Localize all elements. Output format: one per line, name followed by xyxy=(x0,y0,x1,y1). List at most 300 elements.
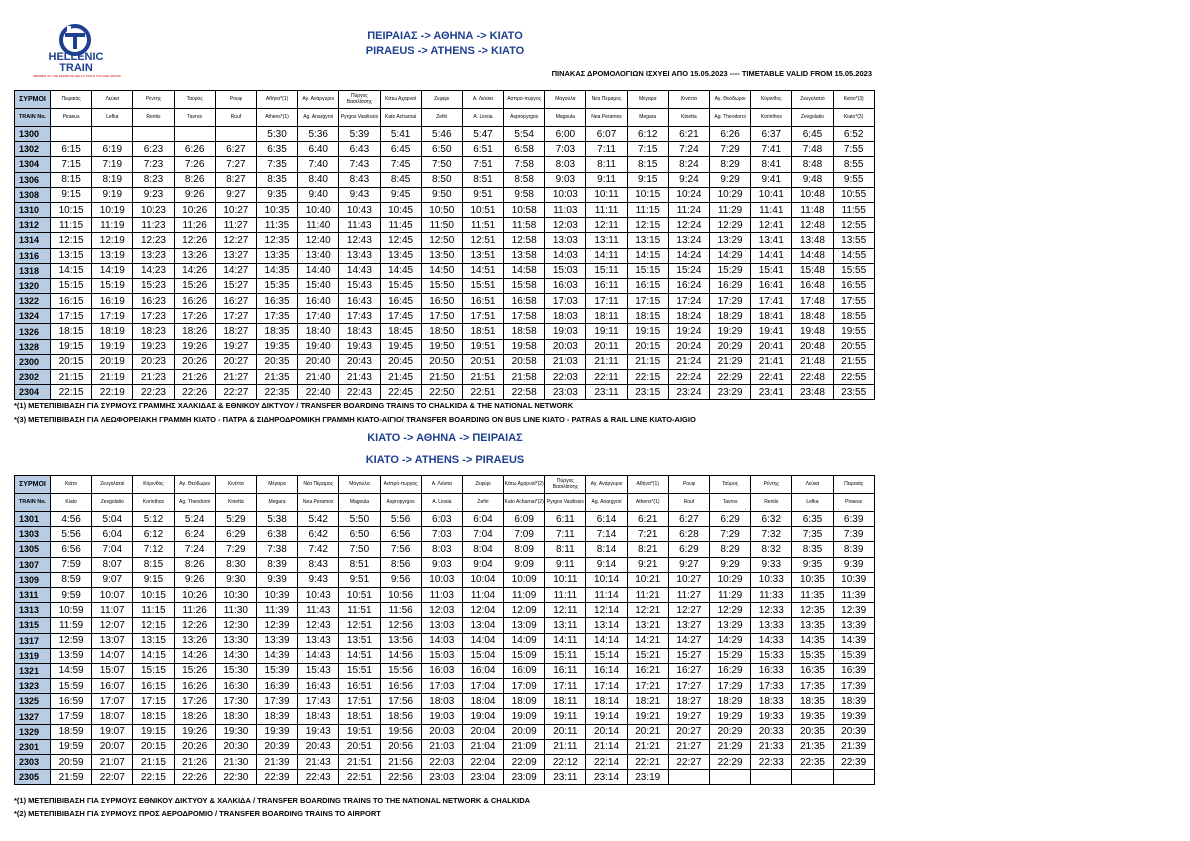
departure-time: 19:40 xyxy=(298,339,339,354)
departure-time: 17:23 xyxy=(133,309,174,324)
departure-time: 22:27 xyxy=(668,755,709,770)
departure-time: 15:51 xyxy=(339,663,380,678)
departure-time: 20:55 xyxy=(833,339,874,354)
departure-time: 18:43 xyxy=(339,324,380,339)
departure-time: 9:03 xyxy=(421,557,462,572)
departure-time: 8:39 xyxy=(833,542,874,557)
departure-time: 18:15 xyxy=(51,324,92,339)
table-row xyxy=(15,385,875,400)
station-name-english: Ag. Theodoroi xyxy=(710,109,751,127)
departure-time: 7:43 xyxy=(339,157,380,172)
departure-time: 21:35 xyxy=(256,370,297,385)
departure-time xyxy=(792,770,833,785)
departure-time: 15:35 xyxy=(256,278,297,293)
departure-time: 5:38 xyxy=(256,512,297,527)
departure-time: 14:23 xyxy=(133,263,174,278)
departure-time: 12:29 xyxy=(710,603,751,618)
departure-time: 14:29 xyxy=(710,248,751,263)
departure-time: 11:56 xyxy=(380,603,421,618)
departure-time: 13:59 xyxy=(51,648,92,663)
station-name-english: Zefiri xyxy=(421,109,462,127)
station-name-english: Tavros xyxy=(174,109,215,127)
departure-time: 14:58 xyxy=(504,263,545,278)
departure-time: 16:55 xyxy=(833,278,874,293)
departure-time: 7:41 xyxy=(751,142,792,157)
station-name-greek: Λεύκα xyxy=(792,476,833,494)
departure-time: 15:03 xyxy=(421,648,462,663)
departure-time: 15:26 xyxy=(174,278,215,293)
departure-time: 7:56 xyxy=(380,542,421,557)
table-row xyxy=(15,142,875,157)
departure-time: 8:03 xyxy=(421,542,462,557)
departure-time: 5:39 xyxy=(339,127,380,142)
departure-time: 12:27 xyxy=(215,233,256,248)
departure-time: 7:50 xyxy=(339,542,380,557)
station-name-greek: Πειραιάς xyxy=(51,91,92,109)
departure-time: 20:07 xyxy=(92,739,133,754)
departure-time: 5:42 xyxy=(298,512,339,527)
departure-time: 13:51 xyxy=(339,633,380,648)
train-number: 2304 xyxy=(15,385,51,400)
departure-time: 14:51 xyxy=(462,263,503,278)
departure-time: 20:04 xyxy=(462,724,503,739)
departure-time: 22:56 xyxy=(380,770,421,785)
table-row xyxy=(15,512,875,527)
departure-time: 7:11 xyxy=(586,142,627,157)
departure-time: 18:26 xyxy=(174,709,215,724)
departure-time: 17:11 xyxy=(586,294,627,309)
departure-time: 15:55 xyxy=(833,263,874,278)
departure-time: 21:39 xyxy=(256,755,297,770)
departure-time xyxy=(92,127,133,142)
timetable-kiato-piraeus xyxy=(14,475,875,785)
departure-time: 21:39 xyxy=(833,739,874,754)
departure-time: 9:04 xyxy=(462,557,503,572)
departure-time: 19:23 xyxy=(133,339,174,354)
departure-time: 23:03 xyxy=(421,770,462,785)
departure-time: 15:23 xyxy=(133,278,174,293)
departure-time: 11:43 xyxy=(298,603,339,618)
departure-time: 10:39 xyxy=(833,572,874,587)
departure-time: 8:35 xyxy=(792,542,833,557)
departure-time: 20:11 xyxy=(545,724,586,739)
departure-time: 8:40 xyxy=(298,172,339,187)
departure-time: 15:51 xyxy=(462,278,503,293)
train-number: 1328 xyxy=(15,339,51,354)
table-row xyxy=(15,527,875,542)
table-row xyxy=(15,679,875,694)
departure-time: 7:11 xyxy=(545,527,586,542)
departure-time: 13:24 xyxy=(668,233,709,248)
departure-time: 20:43 xyxy=(339,354,380,369)
station-name-greek: Νέα Πέραμος xyxy=(298,476,339,494)
departure-time: 16:26 xyxy=(174,679,215,694)
departure-time: 10:41 xyxy=(751,187,792,202)
train-label-greek: ΣΥΡΜΟΙ xyxy=(15,476,51,494)
departure-time: 20:33 xyxy=(751,724,792,739)
table-row xyxy=(15,557,875,572)
departure-time: 21:56 xyxy=(380,755,421,770)
departure-time: 12:03 xyxy=(421,603,462,618)
departure-time: 8:24 xyxy=(668,157,709,172)
departure-time: 21:30 xyxy=(215,755,256,770)
departure-time: 13:29 xyxy=(710,618,751,633)
departure-time: 14:26 xyxy=(174,263,215,278)
departure-time: 23:15 xyxy=(627,385,668,400)
table-row xyxy=(15,127,875,142)
departure-time: 11:03 xyxy=(545,202,586,217)
departure-time: 13:07 xyxy=(92,633,133,648)
departure-time: 7:04 xyxy=(462,527,503,542)
departure-time: 14:39 xyxy=(256,648,297,663)
station-name-english: Lefka xyxy=(792,494,833,512)
station-name-greek: Ασπρό-πυργος xyxy=(504,91,545,109)
table-row xyxy=(15,157,875,172)
departure-time: 13:27 xyxy=(668,618,709,633)
station-name-greek: Κιάτο xyxy=(51,476,92,494)
departure-time: 14:21 xyxy=(627,633,668,648)
departure-time: 20:15 xyxy=(51,354,92,369)
station-name-english: Kato Acharnai xyxy=(380,109,421,127)
departure-time: 6:24 xyxy=(174,527,215,542)
departure-time: 12:35 xyxy=(256,233,297,248)
departure-time: 13:41 xyxy=(751,233,792,248)
departure-time: 6:21 xyxy=(627,512,668,527)
header-row-english xyxy=(15,494,875,512)
departure-time: 6:45 xyxy=(792,127,833,142)
departure-time: 6:26 xyxy=(174,142,215,157)
departure-time: 16:14 xyxy=(586,663,627,678)
departure-time: 17:30 xyxy=(215,694,256,709)
departure-time: 22:40 xyxy=(298,385,339,400)
departure-time: 11:21 xyxy=(627,587,668,602)
departure-time: 11:27 xyxy=(668,587,709,602)
departure-time: 9:33 xyxy=(751,557,792,572)
departure-time: 23:04 xyxy=(462,770,503,785)
departure-time: 9:40 xyxy=(298,187,339,202)
station-name-english: Magoula xyxy=(545,109,586,127)
departure-time: 19:21 xyxy=(627,709,668,724)
departure-time: 16:27 xyxy=(668,663,709,678)
departure-time: 11:09 xyxy=(504,587,545,602)
departure-time: 18:48 xyxy=(792,309,833,324)
departure-time: 11:48 xyxy=(792,202,833,217)
departure-time: 22:39 xyxy=(833,755,874,770)
departure-time: 21:27 xyxy=(668,739,709,754)
departure-time: 9:03 xyxy=(545,172,586,187)
departure-time: 16:15 xyxy=(51,294,92,309)
departure-time: 11:15 xyxy=(51,218,92,233)
departure-time: 15:33 xyxy=(751,648,792,663)
departure-time: 4:56 xyxy=(51,512,92,527)
departure-time: 16:43 xyxy=(298,679,339,694)
departure-time: 5:46 xyxy=(421,127,462,142)
departure-time: 16:15 xyxy=(627,278,668,293)
departure-time: 9:09 xyxy=(504,557,545,572)
departure-time: 15:29 xyxy=(710,648,751,663)
station-name-english: Nea Peramos xyxy=(298,494,339,512)
departure-time: 11:41 xyxy=(751,202,792,217)
departure-time: 9:58 xyxy=(504,187,545,202)
departure-time: 12:56 xyxy=(380,618,421,633)
departure-time: 17:56 xyxy=(380,694,421,709)
station-name-english: Rouf xyxy=(215,109,256,127)
departure-time: 7:40 xyxy=(298,157,339,172)
departure-time: 21:26 xyxy=(174,370,215,385)
departure-time: 15:03 xyxy=(545,263,586,278)
departure-time: 8:30 xyxy=(215,557,256,572)
departure-time: 20:27 xyxy=(215,354,256,369)
departure-time: 16:24 xyxy=(668,278,709,293)
departure-time: 9:50 xyxy=(421,187,462,202)
logo-wordmark: HELLENIC TRAIN xyxy=(48,51,104,74)
departure-time: 15:45 xyxy=(380,278,421,293)
station-name-english: Zevgolatio xyxy=(92,494,133,512)
departure-time: 14:43 xyxy=(339,263,380,278)
departure-time: 23:03 xyxy=(545,385,586,400)
train-label-english: TRAIN No. xyxy=(15,109,51,127)
departure-time: 8:11 xyxy=(586,157,627,172)
station-name-greek: Μέγαρα xyxy=(627,91,668,109)
departure-time: 6:19 xyxy=(92,142,133,157)
departure-time: 8:21 xyxy=(627,542,668,557)
departure-time: 12:23 xyxy=(133,233,174,248)
departure-time: 6:29 xyxy=(710,512,751,527)
departure-time: 20:39 xyxy=(256,739,297,754)
departure-time: 18:58 xyxy=(504,324,545,339)
departure-time: 7:29 xyxy=(215,542,256,557)
station-name-greek: Αγ. Ανάργυροι xyxy=(586,476,627,494)
departure-time: 10:24 xyxy=(668,187,709,202)
departure-time: 6:43 xyxy=(339,142,380,157)
station-name-english: A. Liosia xyxy=(421,494,462,512)
departure-time: 16:41 xyxy=(751,278,792,293)
departure-time: 13:39 xyxy=(256,633,297,648)
station-name-english: Nea Peramos xyxy=(586,109,627,127)
departure-time: 21:07 xyxy=(92,755,133,770)
departure-time: 20:09 xyxy=(504,724,545,739)
departure-time: 12:09 xyxy=(504,603,545,618)
train-number: 1315 xyxy=(15,618,51,633)
departure-time: 6:04 xyxy=(462,512,503,527)
train-number: 1312 xyxy=(15,218,51,233)
departure-time: 10:43 xyxy=(298,587,339,602)
departure-time: 17:03 xyxy=(421,679,462,694)
table-row xyxy=(15,187,875,202)
departure-time: 13:11 xyxy=(586,233,627,248)
departure-time: 12:33 xyxy=(751,603,792,618)
departure-time: 15:04 xyxy=(462,648,503,663)
departure-time: 21:09 xyxy=(504,739,545,754)
departure-time: 20:43 xyxy=(298,739,339,754)
departure-time: 21:04 xyxy=(462,739,503,754)
departure-time: 15:21 xyxy=(627,648,668,663)
departure-time: 22:11 xyxy=(586,370,627,385)
table-row xyxy=(15,648,875,663)
departure-time: 22:51 xyxy=(462,385,503,400)
departure-time: 14:35 xyxy=(256,263,297,278)
departure-time: 9:51 xyxy=(462,187,503,202)
timetable-valid-notice: ΠΙΝΑΚΑΣ ΔΡΟΜΟΛΟΓΙΩΝ ΙΣΧΥΕΙ ΑΠΟ 15.05.2023 ---- TIMETABLE VALID FROM 15.05.2023 xyxy=(551,69,872,78)
t1-footnote-3: *(3) ΜΕΤΕΠΙΒΙΒΑΣΗ ΓΙΑ ΛΕΩΦΟΡΕΙΑΚΗ ΓΡΑΜΜΗ ΚΙΑΤΟ - ΠΑΤΡΑ & ΣΙΔΗΡΟΔΡΟΜΙΚΗ ΓΡΑΜΜΗ ΚΙΑΤΟ-ΑΙΓΙΟ/ TRANSFER BOARDING ON BUS LINE KIATO - PATRAS & RAIL LINE KIATO-AIGIO xyxy=(14,415,696,424)
departure-time: 6:29 xyxy=(215,527,256,542)
departure-time: 15:43 xyxy=(298,663,339,678)
departure-time: 8:29 xyxy=(710,542,751,557)
station-name-greek: Αθήνα*(1) xyxy=(256,91,297,109)
station-name-greek: Πειραιάς xyxy=(833,476,874,494)
station-name-greek: Μαγούλα xyxy=(545,91,586,109)
station-name-english: Zefiri xyxy=(462,494,503,512)
departure-time: 15:26 xyxy=(174,663,215,678)
departure-time: 16:29 xyxy=(710,278,751,293)
departure-time: 21:43 xyxy=(339,370,380,385)
departure-time: 10:07 xyxy=(92,587,133,602)
departure-time: 15:56 xyxy=(380,663,421,678)
departure-time: 19:11 xyxy=(545,709,586,724)
station-name-greek: Αγ. Ανάργυροι xyxy=(298,91,339,109)
station-name-english: Kato Acharnai*(2) xyxy=(504,494,545,512)
departure-time: 7:27 xyxy=(215,157,256,172)
departure-time: 13:11 xyxy=(545,618,586,633)
departure-time: 13:50 xyxy=(421,248,462,263)
departure-time: 16:35 xyxy=(256,294,297,309)
departure-time: 14:39 xyxy=(833,633,874,648)
departure-time: 6:50 xyxy=(421,142,462,157)
departure-time: 14:29 xyxy=(710,633,751,648)
departure-time: 10:29 xyxy=(710,572,751,587)
departure-time: 18:29 xyxy=(710,309,751,324)
station-name-english: Rentis xyxy=(133,109,174,127)
station-name-greek: Ρουφ xyxy=(668,476,709,494)
departure-time: 7:45 xyxy=(380,157,421,172)
departure-time: 13:55 xyxy=(833,233,874,248)
departure-time: 11:35 xyxy=(256,218,297,233)
departure-time: 19:15 xyxy=(627,324,668,339)
departure-time: 16:21 xyxy=(627,663,668,678)
train-number: 1318 xyxy=(15,263,51,278)
departure-time: 9:26 xyxy=(174,187,215,202)
departure-time: 7:24 xyxy=(174,542,215,557)
departure-time: 13:26 xyxy=(174,248,215,263)
departure-time: 10:29 xyxy=(710,187,751,202)
departure-time: 12:40 xyxy=(298,233,339,248)
departure-time: 16:35 xyxy=(792,663,833,678)
departure-time: 21:29 xyxy=(710,354,751,369)
departure-time: 17:40 xyxy=(298,309,339,324)
departure-time: 18:24 xyxy=(668,309,709,324)
departure-time: 21:11 xyxy=(586,354,627,369)
departure-time: 15:15 xyxy=(51,278,92,293)
station-name-greek: Ρέντης xyxy=(133,91,174,109)
departure-time: 6:37 xyxy=(751,127,792,142)
station-name-greek: Ταύρος xyxy=(710,476,751,494)
station-name-english: Aspropyrgos xyxy=(504,109,545,127)
departure-time: 19:04 xyxy=(462,709,503,724)
departure-time: 16:51 xyxy=(339,679,380,694)
departure-time: 21:15 xyxy=(51,370,92,385)
station-name-english: Rouf xyxy=(668,494,709,512)
departure-time: 8:41 xyxy=(751,157,792,172)
departure-time: 11:23 xyxy=(133,218,174,233)
t1-title-english: PIRAEUS -> ATHENS -> KIATO xyxy=(365,45,525,57)
departure-time: 10:55 xyxy=(833,187,874,202)
station-name-english: Korinthos xyxy=(751,109,792,127)
departure-time: 20:03 xyxy=(545,339,586,354)
departure-time xyxy=(751,770,792,785)
departure-time: 10:50 xyxy=(421,202,462,217)
departure-time: 11:35 xyxy=(792,587,833,602)
departure-time: 20:41 xyxy=(751,339,792,354)
departure-time: 11:51 xyxy=(462,218,503,233)
station-name-greek: Ταύρος xyxy=(174,91,215,109)
departure-time: 21:29 xyxy=(710,739,751,754)
departure-time: 12:26 xyxy=(174,618,215,633)
departure-time: 6:15 xyxy=(51,142,92,157)
departure-time: 17:51 xyxy=(462,309,503,324)
departure-time: 13:14 xyxy=(586,618,627,633)
departure-time: 15:41 xyxy=(751,263,792,278)
departure-time: 6:21 xyxy=(668,127,709,142)
departure-time: 15:11 xyxy=(586,263,627,278)
departure-time: 18:51 xyxy=(462,324,503,339)
departure-time: 8:27 xyxy=(215,172,256,187)
departure-time: 12:19 xyxy=(92,233,133,248)
station-name-english: Athens*(1) xyxy=(627,494,668,512)
table-row xyxy=(15,202,875,217)
departure-time xyxy=(133,127,174,142)
departure-time: 19:50 xyxy=(421,339,462,354)
departure-time: 15:09 xyxy=(504,648,545,663)
departure-time: 11:24 xyxy=(668,202,709,217)
departure-time: 5:50 xyxy=(339,512,380,527)
train-number: 1306 xyxy=(15,172,51,187)
departure-time: 9:43 xyxy=(339,187,380,202)
departure-time: 18:15 xyxy=(133,709,174,724)
departure-time: 10:33 xyxy=(751,572,792,587)
station-name-greek: Α. Λιόσια xyxy=(462,91,503,109)
departure-time: 13:15 xyxy=(133,633,174,648)
departure-time: 21:14 xyxy=(586,739,627,754)
departure-time: 12:04 xyxy=(462,603,503,618)
train-number: 1304 xyxy=(15,157,51,172)
departure-time: 15:27 xyxy=(668,648,709,663)
station-name-greek: Μαγούλα xyxy=(339,476,380,494)
departure-time: 7:42 xyxy=(298,542,339,557)
departure-time: 11:29 xyxy=(710,587,751,602)
departure-time: 11:26 xyxy=(174,218,215,233)
station-name-greek: Ζεφύρι xyxy=(462,476,503,494)
departure-time: 16:29 xyxy=(710,663,751,678)
departure-time: 13:03 xyxy=(545,233,586,248)
departure-time: 21:43 xyxy=(298,755,339,770)
table-row xyxy=(15,309,875,324)
departure-time: 12:55 xyxy=(833,218,874,233)
departure-time: 15:50 xyxy=(421,278,462,293)
departure-time: 21:15 xyxy=(627,354,668,369)
departure-time: 6:04 xyxy=(92,527,133,542)
departure-time: 16:15 xyxy=(133,679,174,694)
departure-time: 19:15 xyxy=(51,339,92,354)
departure-time: 7:59 xyxy=(51,557,92,572)
departure-time: 20:24 xyxy=(668,339,709,354)
train-number: 1303 xyxy=(15,527,51,542)
departure-time: 9:19 xyxy=(92,187,133,202)
departure-time: 23:14 xyxy=(586,770,627,785)
departure-time: 19:15 xyxy=(133,724,174,739)
departure-time: 7:38 xyxy=(256,542,297,557)
header-row-greek xyxy=(15,91,875,109)
departure-time: 22:03 xyxy=(421,755,462,770)
